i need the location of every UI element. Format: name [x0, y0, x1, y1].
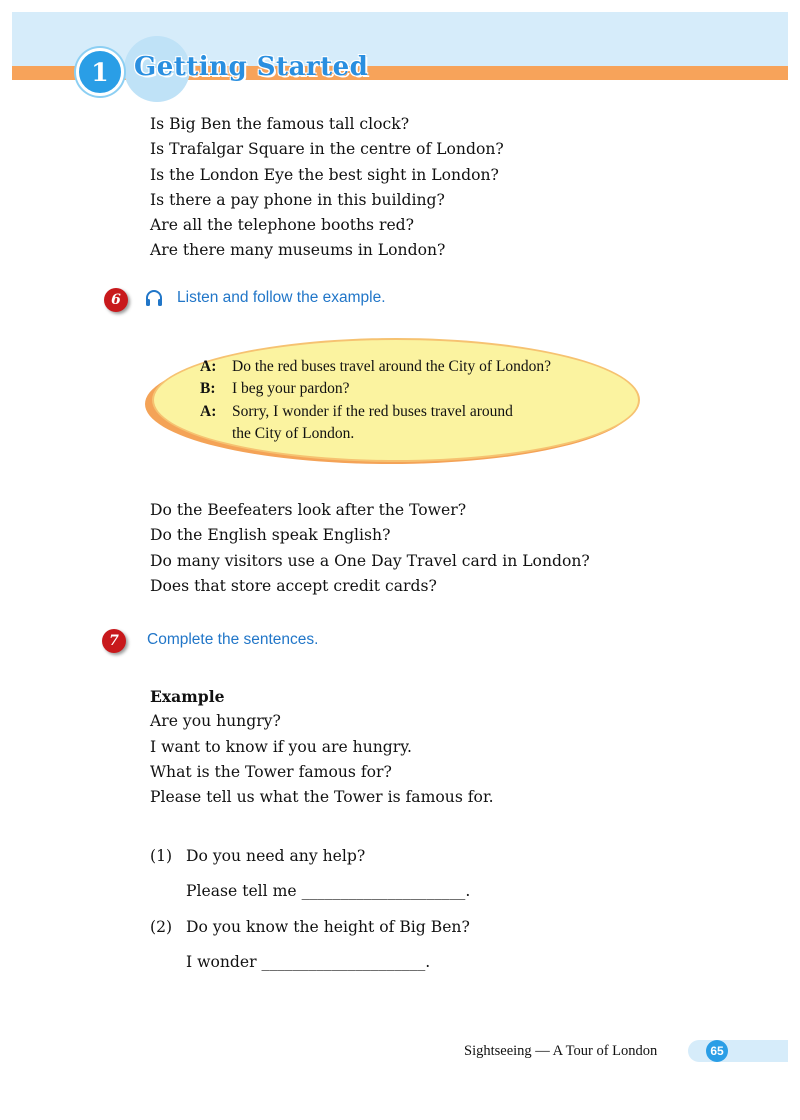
unit-number-badge: 1 [76, 48, 124, 96]
exercise-6-instruction: Listen and follow the example. [177, 289, 386, 306]
list-item: I want to know if you are hungry. [150, 737, 412, 756]
footer-title: Sightseeing — A Tour of London [464, 1043, 658, 1059]
unit-title: Getting Started [134, 52, 369, 82]
exercise-6-number: 6 [104, 288, 128, 312]
list-item: Does that store accept credit cards? [150, 576, 437, 595]
item-2-answer-line: I wonder _____________________. [186, 953, 431, 971]
dialog-text: Sorry, I wonder if the red buses travel around [232, 402, 513, 420]
dialog-speaker: A: [200, 358, 217, 375]
list-item: Is Trafalgar Square in the centre of London? [150, 140, 504, 159]
list-item: Please tell us what the Tower is famous for. [150, 788, 494, 807]
exercise-item-1 [150, 847, 365, 865]
list-item: Is the London Eye the best sight in London? [150, 165, 499, 184]
example-dialog [200, 356, 551, 445]
item-question: Do you know the height of Big Ben? [186, 918, 470, 936]
dialog-speaker: B: [200, 380, 216, 398]
exercise-item-2 [150, 918, 470, 936]
dialog-line [200, 401, 551, 423]
list-item: Are there many museums in London? [150, 241, 446, 260]
example-block [150, 684, 494, 810]
dialog-line [200, 378, 551, 400]
item-1-answer-line: Please tell me _____________________. [186, 882, 471, 900]
list-item: Is there a pay phone in this building? [150, 190, 445, 209]
question-list-exercise-6 [150, 498, 590, 599]
dialog-text: Do the red buses travel around the City of London? [232, 358, 551, 375]
list-item: Do many visitors use a One Day Travel card in London? [150, 551, 590, 570]
question-list-top [150, 112, 504, 264]
example-label: Example [150, 687, 225, 706]
list-item: Is Big Ben the famous tall clock? [150, 115, 410, 133]
exercise-7-instruction: Complete the sentences. [147, 631, 319, 648]
headphones-icon [144, 288, 164, 308]
list-item: Do the English speak English? [150, 526, 391, 545]
list-item: Are you hungry? [150, 712, 281, 731]
page-number: 65 [706, 1040, 728, 1062]
dialog-line [200, 423, 551, 445]
item-number: (1) [150, 847, 173, 865]
footer-band [688, 1040, 788, 1062]
list-item: Are all the telephone booths red? [150, 216, 415, 235]
dialog-line [200, 356, 551, 378]
dialog-speaker: A: [200, 402, 217, 420]
list-item: Do the Beefeaters look after the Tower? [150, 501, 467, 519]
dialog-speaker [200, 423, 232, 445]
dialog-text: the City of London. [232, 424, 355, 442]
dialog-text: I beg your pardon? [232, 380, 350, 398]
item-question: Do you need any help? [186, 847, 366, 865]
item-number: (2) [150, 918, 173, 936]
exercise-7-number: 7 [102, 629, 126, 653]
list-item: What is the Tower famous for? [150, 762, 392, 781]
